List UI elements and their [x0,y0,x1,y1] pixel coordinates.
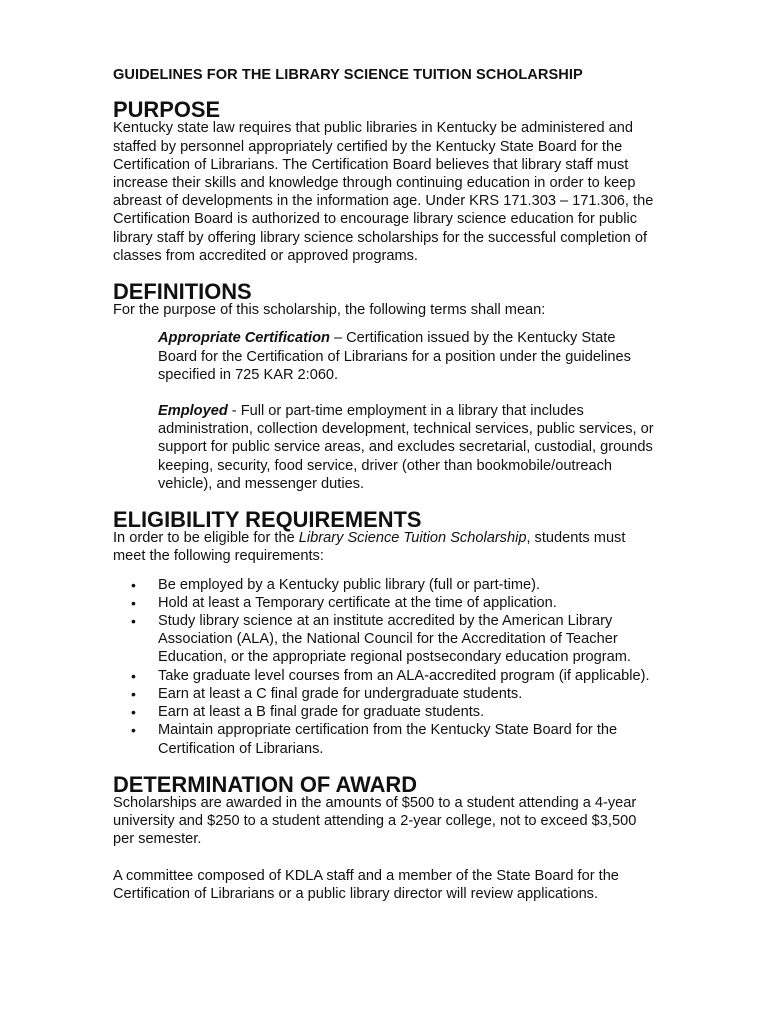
list-item [113,721,658,757]
definition-text: Full or part-time employment in a library that includes administration, collection development, technical services, public services, or support for public service areas, and excludes secretarial, custodial, grounds keeping, security, food service, driver (other than bookmobile/outreach vehicle), and messenger duties. [158,403,654,492]
list-item [113,685,658,703]
document-page [113,66,658,903]
requirement-text: Earn at least a C final grade for undergraduate students. [158,685,523,702]
definition-separator: – [329,330,347,347]
requirement-text: Maintain appropriate certification from the Kentucky State Board for the Certification of Librarians. [158,722,618,757]
list-item [113,576,658,594]
eligibility-heading: ELIGIBILITY REQUIREMENTS [113,507,422,533]
award-paragraph: A committee composed of KDLA staff and a member of the State Board for the Certification of Librarians or a public library director will review applications. [113,867,619,902]
requirement-text: Earn at least a B final grade for graduate students. [158,704,485,721]
purpose-text: Kentucky state law requires that public libraries in Kentucky be administered and staffed by personnel appropriately certified by the Kentucky State Board for the Certification of Librarians. The Certification Board believes that library staff must increase their skills and knowledge through continuing education in order to keep abreast of developments in the information age. Under KRS 171.303 – 171.306, the Certification Board is authorized to encourage library science education for public library staff by offering library science scholarships for the successful completion of classes from accredited or approved programs. [113,120,654,264]
award-paragraph: Scholarships are awarded in the amounts of $500 to a student attending a 4-year university and $250 to a student attending a 2-year college, not to exceed $3,500 per semester. [113,794,637,848]
document-title: GUIDELINES FOR THE LIBRARY SCIENCE TUITION SCHOLARSHIP [113,67,583,83]
definition-term: Employed [158,403,228,420]
list-item [113,667,658,685]
list-item [113,594,658,612]
purpose-section [113,97,658,265]
bullet-icon: • [131,722,136,739]
bullet-icon: • [131,576,136,593]
definitions-intro: For the purpose of this scholarship, the following terms shall mean: [113,302,546,319]
bullet-icon: • [131,704,136,721]
requirements-list [113,576,658,758]
requirement-text: Take graduate level courses from an ALA-accredited program (if applicable). [158,667,650,684]
definitions-section [113,279,658,493]
definitions-heading: DEFINITIONS [113,279,252,305]
list-item [113,703,658,721]
definition-appropriate-certification [158,329,658,384]
definition-separator: - [227,403,241,420]
definition-term: Appropriate Certification [158,330,330,347]
bullet-icon: • [131,613,136,630]
requirement-text: Hold at least a Temporary certificate at the time of application. [158,594,557,611]
award-section [113,771,658,903]
definition-employed [158,402,658,493]
bullet-icon: • [131,594,136,611]
eligibility-intro [113,529,658,565]
definition-text: Certification issued by the Kentucky State Board for the Certification of Librarians for a position under the guidelines specified in 725 KAR 2:060. [158,330,631,383]
bullet-icon: • [131,685,136,702]
eligibility-intro-after: , students must meet the following requirements: [113,530,626,565]
requirement-text: Study library science at an institute accredited by the American Library Association (ALA), the National Council for the Accreditation of Teacher Education, or the appropriate regional postsecondary education program. [158,613,631,666]
eligibility-intro-before: In order to be eligible for the [113,530,299,547]
bullet-icon: • [131,667,136,684]
scholarship-name: Library Science Tuition Scholarship [298,530,527,547]
requirement-text: Be employed by a Kentucky public library (full or part-time). [158,576,541,593]
award-heading: DETERMINATION OF AWARD [113,771,418,797]
purpose-heading: PURPOSE [113,97,221,123]
list-item [113,612,658,667]
eligibility-section [113,507,658,758]
